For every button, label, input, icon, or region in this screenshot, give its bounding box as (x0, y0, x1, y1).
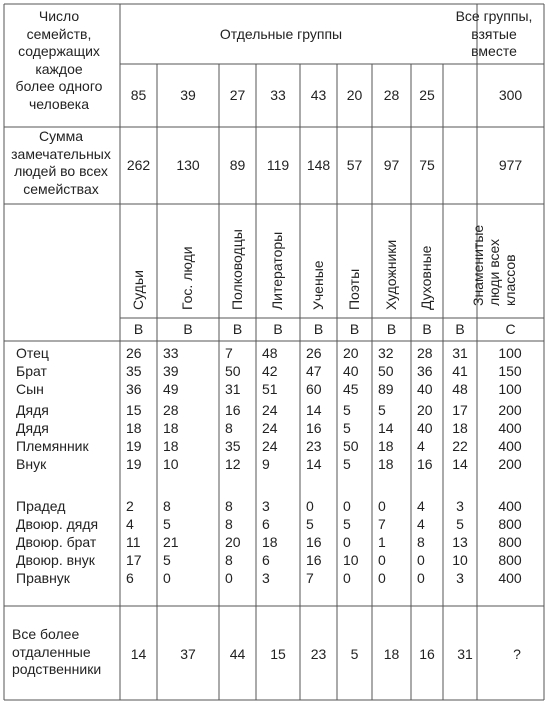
table-cell: 8 (225, 516, 233, 532)
all-groups-header: Все группы, взятые вместе (455, 8, 533, 59)
table-cell: 0 (343, 498, 351, 514)
table-cell: 40 (417, 420, 433, 436)
table-cell: 48 (452, 381, 468, 397)
group-name: Полководцы (228, 229, 245, 310)
table-cell: 60 (306, 381, 322, 397)
table-cell: 5 (343, 456, 351, 472)
table-cell: 13 (452, 534, 468, 550)
group-name: Литераторы (269, 231, 285, 310)
table-cell: 36 (126, 381, 142, 397)
table-cell: 50 (225, 363, 241, 379)
table-cell: 22 (452, 438, 468, 454)
table-cell: 0 (225, 570, 233, 586)
table-cell: 42 (262, 363, 278, 379)
relation-label: Брат (16, 363, 47, 379)
table-cell: 14 (452, 456, 468, 472)
remote-count: 14 (130, 646, 147, 662)
table-cell: 10 (452, 552, 468, 568)
table-cell: 0 (343, 570, 351, 586)
table-cell: 3 (456, 498, 464, 514)
table-cell: 200 (498, 402, 522, 418)
table-cell: 50 (378, 363, 394, 379)
table-cell: 40 (417, 381, 433, 397)
table-cell: 0 (417, 552, 425, 568)
separate-groups-header: Отдельные группы (219, 26, 343, 42)
table-cell: 7 (306, 570, 314, 586)
table-cell: 18 (163, 438, 179, 454)
all-classes-name: Знаменитые люди всех классов (470, 224, 518, 306)
table-cell: 19 (126, 456, 142, 472)
table-cell: 400 (498, 498, 522, 514)
table-cell: 10 (163, 456, 179, 472)
table-cell: 1 (378, 534, 386, 550)
table-cell: 48 (262, 345, 278, 361)
table-cell: 7 (378, 516, 386, 532)
table-cell: 8 (417, 534, 425, 550)
table-cell: 19 (126, 438, 142, 454)
table-cell: 0 (378, 498, 386, 514)
table-cell: 16 (417, 456, 433, 472)
table-cell: 51 (262, 381, 278, 397)
table-cell: 4 (126, 516, 134, 532)
table-cell: 5 (163, 552, 171, 568)
families-count: 27 (229, 87, 246, 103)
families-total: 300 (498, 87, 523, 103)
table-cell: 18 (452, 420, 468, 436)
column-letter: В (422, 321, 432, 337)
families-count: 28 (383, 87, 400, 103)
table-cell: 33 (163, 345, 179, 361)
table-cell: 24 (262, 420, 278, 436)
table-cell: 35 (225, 438, 241, 454)
table-cell: 26 (126, 345, 142, 361)
relation-label: Двоюр. брат (16, 534, 97, 550)
table-cell: 16 (306, 534, 322, 550)
table-cell: 16 (225, 402, 241, 418)
table-cell: 0 (417, 570, 425, 586)
relation-label: Двоюр. дядя (16, 516, 99, 532)
relation-label: Правнук (16, 570, 70, 586)
table-cell: 400 (498, 438, 522, 454)
column-letter: В (133, 321, 144, 337)
column-letter: В (455, 321, 465, 337)
remote-total-b: 31 (457, 646, 473, 662)
table-cell: 39 (163, 363, 179, 379)
column-letter: В (386, 321, 397, 337)
table-cell: 0 (378, 552, 386, 568)
table-cell: 100 (498, 345, 522, 361)
table-cell: 400 (498, 570, 522, 586)
table-cell: 150 (498, 363, 522, 379)
table-cell: 0 (378, 570, 386, 586)
table-cell: 4 (417, 516, 425, 532)
table-cell: 6 (126, 570, 134, 586)
families-count-label: Число семейств, содержащих каждое более одного человека (15, 8, 103, 112)
remote-count: 15 (270, 646, 286, 662)
table-cell: 35 (126, 363, 142, 379)
table-cell: 26 (306, 345, 322, 361)
families-count: 43 (310, 87, 327, 103)
table-cell: 31 (452, 345, 468, 361)
table-cell: 16 (306, 420, 322, 436)
relation-label: Отец (16, 345, 49, 361)
table-cell: 14 (306, 402, 322, 418)
table-cell: 12 (225, 456, 241, 472)
table-cell: 50 (343, 438, 359, 454)
sum-count: 97 (383, 157, 400, 173)
group-name: Судьи (129, 270, 146, 310)
relation-label: Дядя (16, 402, 49, 418)
group-name: Поэты (345, 268, 362, 310)
table-cell: 14 (306, 456, 322, 472)
table-cell: 8 (225, 498, 233, 514)
families-count: 20 (346, 87, 363, 103)
table-cell: 20 (225, 534, 241, 550)
table-cell: 5 (343, 402, 351, 418)
table-cell: 3 (262, 570, 270, 586)
remote-count: 16 (419, 646, 435, 662)
relation-label: Дядя (16, 420, 49, 436)
table-cell: 8 (163, 498, 171, 514)
families-count: 25 (419, 87, 435, 103)
group-name: Гос. люди (179, 246, 195, 310)
column-letter: В (313, 321, 324, 337)
table-cell: 23 (306, 438, 322, 454)
table-cell: 100 (498, 381, 522, 397)
table-cell: 11 (126, 534, 141, 550)
relation-label: Внук (16, 456, 47, 472)
sum-count: 75 (419, 157, 435, 173)
table-cell: 89 (378, 381, 394, 397)
table-cell: 28 (417, 345, 433, 361)
table-cell: 4 (417, 438, 425, 454)
table-cell: 21 (163, 534, 179, 550)
families-count: 33 (270, 87, 286, 103)
sum-total: 977 (498, 157, 523, 173)
remote-total-c: ? (513, 646, 521, 662)
table-cell: 3 (262, 498, 270, 514)
sum-count: 57 (346, 157, 363, 173)
table-cell: 41 (452, 363, 468, 379)
sum-count: 130 (176, 157, 200, 173)
table-cell: 200 (498, 456, 522, 472)
table-cell: 5 (343, 420, 351, 436)
table-cell: 5 (306, 516, 314, 532)
table-cell: 31 (225, 381, 241, 397)
table-cell: 8 (225, 420, 233, 436)
table-cell: 400 (498, 420, 522, 436)
relation-label: Племянник (16, 438, 89, 454)
sum-remarkable-label: Сумма замечательных людей во всех семействах (11, 128, 111, 197)
table-cell: 5 (343, 516, 351, 532)
relation-label: Сын (16, 381, 44, 397)
table-cell: 4 (417, 498, 425, 514)
table-cell: 6 (262, 552, 270, 568)
remote-count: 18 (383, 646, 400, 662)
table-cell: 800 (498, 516, 522, 532)
table-cell: 2 (126, 498, 134, 514)
table-cell: 36 (417, 363, 433, 379)
remote-relatives-label: Все более отдаленные родственники (12, 626, 102, 677)
table-cell: 800 (498, 534, 522, 550)
relation-label: Двоюр. внук (16, 552, 95, 568)
group-name: Ученые (309, 260, 326, 310)
sum-count: 89 (229, 157, 246, 173)
relation-label: Прадед (16, 498, 66, 514)
table-cell: 24 (262, 402, 278, 418)
remote-count: 37 (180, 646, 196, 662)
table-cell: 32 (378, 345, 394, 361)
table-cell: 15 (126, 402, 142, 418)
table-cell: 18 (378, 456, 394, 472)
remote-count: 44 (229, 646, 246, 662)
table-cell: 17 (126, 552, 142, 568)
families-count: 85 (130, 87, 147, 103)
column-letter: С (505, 321, 516, 337)
table-cell: 24 (262, 438, 278, 454)
table-cell: 0 (163, 570, 171, 586)
table-cell: 6 (262, 516, 270, 532)
table-cell: 18 (262, 534, 278, 550)
table-cell: 3 (456, 570, 464, 586)
table-cell: 10 (343, 552, 359, 568)
families-count: 39 (180, 87, 196, 103)
table-cell: 18 (163, 420, 179, 436)
table-cell: 20 (417, 402, 433, 418)
column-letter: В (349, 321, 360, 337)
table-cell: 800 (498, 552, 522, 568)
table-cell: 17 (452, 402, 468, 418)
column-letter: В (183, 321, 193, 337)
table-cell: 47 (306, 363, 322, 379)
table-cell: 0 (306, 498, 314, 514)
table-cell: 20 (343, 345, 359, 361)
table-cell: 18 (126, 420, 142, 436)
table-cell: 18 (378, 438, 394, 454)
table-cell: 0 (343, 534, 351, 550)
group-name: Духовные (418, 245, 434, 310)
group-name: Художники (382, 239, 399, 310)
table-cell: 5 (378, 402, 386, 418)
table-cell: 49 (163, 381, 179, 397)
column-letter: В (273, 321, 283, 337)
sum-count: 119 (266, 157, 290, 173)
sum-count: 148 (306, 157, 331, 173)
remote-count: 23 (310, 646, 327, 662)
table-cell: 9 (262, 456, 270, 472)
remote-count: 5 (350, 646, 359, 662)
table-cell: 7 (225, 345, 233, 361)
table-cell: 16 (306, 552, 322, 568)
table-cell: 14 (378, 420, 394, 436)
sum-count: 262 (126, 157, 151, 173)
table-cell: 28 (163, 402, 179, 418)
table-cell: 5 (456, 516, 464, 532)
table-cell: 45 (343, 381, 359, 397)
column-letter: В (232, 321, 243, 337)
table-cell: 5 (163, 516, 171, 532)
table-cell: 8 (225, 552, 233, 568)
table-cell: 40 (343, 363, 359, 379)
